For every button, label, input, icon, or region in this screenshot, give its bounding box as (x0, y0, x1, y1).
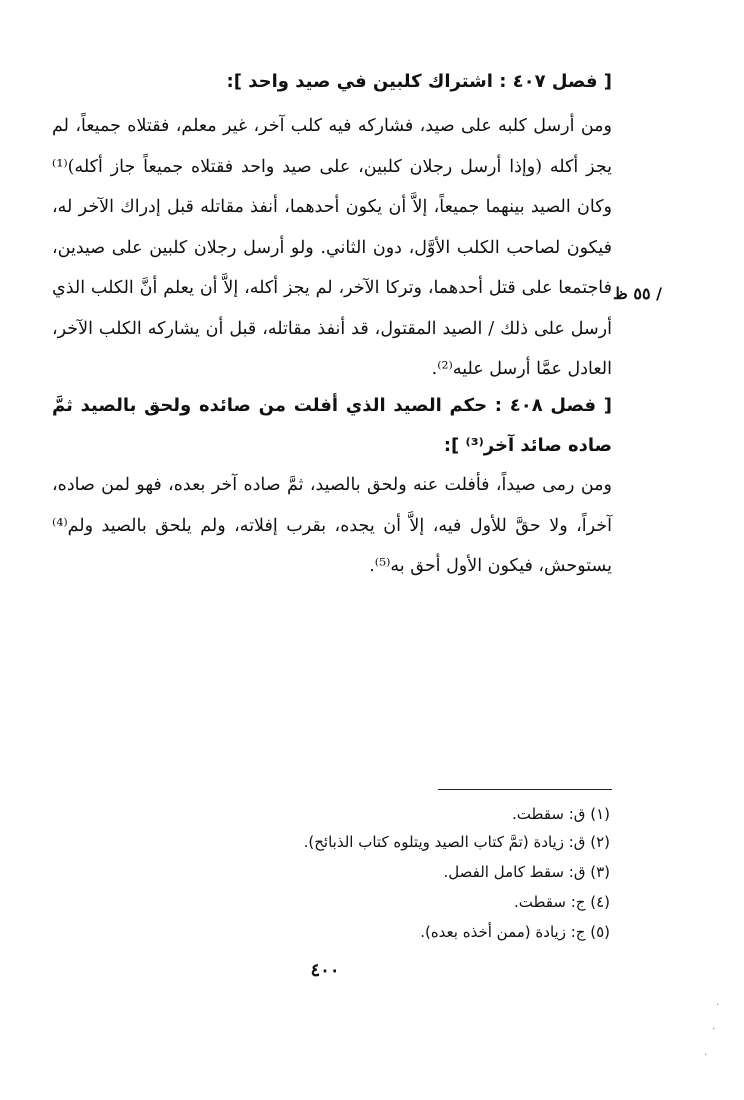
scan-speck: · (716, 1000, 720, 1011)
footnote-5: (٥) ج: زيادة (ممن أخذه بعده). (420, 923, 610, 941)
footnote-3: (٣) ق: سقط كامل الفصل. (443, 863, 610, 881)
section-408-heading: [ فصل ٤٠٨ : حكم الصيد الذي أفلت من صائده ولحق بالصيد ثمَّ صاده صائد آخر⁽³⁾ ]: (52, 395, 612, 456)
page-number: ٤٠٠ (310, 960, 340, 981)
section-407-paragraph: ومن أرسل كلبه على صيد، فشاركه فيه كلب آخر، غير معلم، فقتلاه جميعاً، لم يجز أكله (وإذا أرسل رجلان كلبين، على صيد واحد فقتلاه جميعاً جاز أكله)⁽¹⁾ وكان الصيد بينهما جميعاً، إلاَّ أن يكون أحدهما، أنفذ مقاتله قبل إدراك الآخر له، فيكون لصاحب الكلب الأوَّل، دون الثاني. ولو أرسل رجلان كلبين على صيدين، فاجتمعا على قتل أحدهما، وتركا الآخر، لم يجز أكله، إلاَّ أن يعلم أنَّ الكلب الذي أرسل على ذلك / الصيد المقتول، قد أنفذ مقاتله، قبل أن يشاركه الكلب الآخر، العادل عمَّا أرسل عليه⁽²⁾. (52, 116, 612, 379)
footnote-divider (438, 789, 612, 790)
footnote-4: (٤) ج: سقطت. (513, 893, 610, 911)
section-407-heading: [ فصل ٤٠٧ : اشتراك كلبين في صيد واحد ]: (226, 71, 612, 92)
footnote-2: (٢) ق: زيادة (تمَّ كتاب الصيد ويتلوه كتاب الذبائح). (303, 833, 610, 851)
folio-margin-marker: / ٥٥ ظ (613, 284, 662, 303)
section-408-paragraph: ومن رمى صيداً، فأفلت عنه ولحق بالصيد، ثمَّ صاده آخر بعده، فهو لمن صاده، آخراً، ولا حقَّ للأول فيه، إلاَّ أن يجده، بقرب إفلاته، ولم يلحق بالصيد ولم⁽⁴⁾ يستوحش، فيكون الأول أحق به⁽⁵⁾. (52, 475, 612, 576)
scan-speck: · (704, 1050, 708, 1061)
scan-speck: · (712, 1024, 716, 1035)
footnote-1: (١) ق: سقطت. (512, 805, 610, 823)
